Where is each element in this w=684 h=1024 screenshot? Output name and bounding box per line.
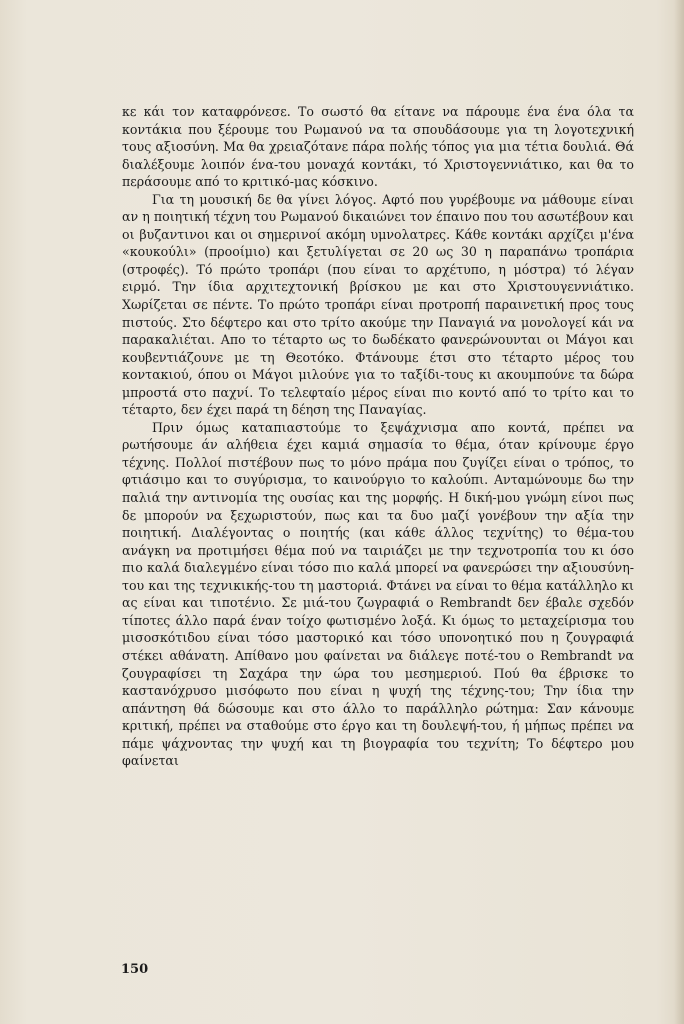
body-text xyxy=(122,103,634,770)
page-edge-shadow xyxy=(674,0,684,1024)
paragraph-3: Πριν όμως καταπιαστούμε το ξεψάχνισμα απο κοντά, πρέπει να ρωτήσουμε άν αλήθεια έχει καμιά σημασία το θέμα, όταν κρίνουμε έργο τέχνης. Πολλοί πιστέβουν πως το μόνο πράμα που ζυγίζει είναι ο τρόπος, το φτιάσιμο και το συγύρισμα, το καινούργιο το καλούπι. Ανταμώνουμε δω την παλιά την αντινομία της ουσίας και της μορφής. Η δική-μου γνώμη είνοι πως δε μπορούν να ξεχωριστούν, πως και τα δυο μαζί γονέβουν την αξία την ποιητική. Διαλέγοντας ο ποιητής (και κάθε άλλος τεχνίτης) το θέμα-του ανάγκη να προτιμήσει θέμα πού να ταιριάζει με την τεχνοτροπία του κι όσο πιο καλά διαλεγμένο είναι τόσο πιο καλά μπορεί να φανερώσει την αξιουσύνη-του και της τεχνικικής-του τη μαστοριά. Φτάνει να είναι το θέμα κατάλληλο κι ας είναι και τιποτένιο. Σε μιά-του ζωγραφιά ο Rembrandt δεν έβαλε σχεδόν τίποτες άλλο παρά έναν τοίχο φωτισμένο λοξά. Κι όμως το μεταχείρισμα του μισοσκότιδου είναι τόσο μαστορικό και τόσο υπονοητικό που η ζουγραφιά στέκει αθάνατη. Απίθανο μου φαίνεται να διάλεγε ποτέ-του ο Rembrandt να ζουγραφίσει τη Σαχάρα την ώρα του μεσημεριού. Πού θα έβρισκε το καστανόχρυσο μισόφωτο που είναι η ψυχή της τέχνης-του; Την ίδια την απάντηση θά δώσουμε και στο άλλο το παράλληλο ρώτημα: Σαν κάνουμε κριτική, πρέπει να σταθούμε στο έργο και τη δουλεψή-του, ή μήπως πρέπει να πάμε ψάχνοντας την ψυχή και τη βιογραφία του τεχνίτη; Το δέφτερο μου φαίνεται xyxy=(122,419,634,769)
page-number: 150 xyxy=(121,962,149,977)
paragraph-1: κε κάι τον καταφρόνεσε. Το σωστό θα είτανε να πάρουμε ένα ένα όλα τα κοντάκια που ξέρουμε του Ρωμανού να τα σπουδάσουμε για τη λογοτεχνική τους αξιοσύνη. Μα θα χρειαζότανε πάρα πολής τόπος για μια τέτια δουλιά. Θά διαλέξουμε λοιπόν ένα-του μοναχά κοντάκι, τό Χριστογεννιάτικο, και θα το περάσουμε από το κριτικό-μας κόσκινο. xyxy=(122,104,634,190)
paragraph-2: Για τη μουσική δε θα γίνει λόγος. Αφτό που γυρέβουμε να μάθουμε είναι αν η ποιητική τέχνη του Ρωμανού δικαιώνει τον έπαινο που του ασωτέβουν και οι βυζαντινοι και οι σημερινοί ακόμη υμνολατρες. Κάθε κοντάκι αρχίζει μ'ένα «κουκούλι» (προοίμιο) και ξετυλίγεται σε 20 ως 30 η παραπάνω τροπάρια (στροφές). Τό πρώτο τροπάρι (που είναι το αρχέτυπο, η μόστρα) τό λέγαν ειρμό. Την ίδια αρχιτεχτονική βρίσκου με και στο Χριστουγεννιάτικο. Χωρίζεται σε πέντε. Το πρώτο τροπάρι είναι προτροπή παραινετική προς τους πιστούς. Στο δέφτερο και στο τρίτο ακούμε την Παναγιά να μονολογεί κάι να παρακαλιέται. Απο το τέταρτο ως το δωδέκατο φανερώνουνται οι Μάγοι και κουβεντιάζουνε με τη Θεοτόκο. Φτάνουμε έτσι στο τέταρτο μέρος του κοντακιού, όπου οι Μάγοι μιλούνε για το ταξίδι-τους κι ακουμπούνε τα δώρα μπροστά στο παχνί. Το τελεφταίο μέρος είναι πιο κοντό από το τρίτο και το τέταρτο, δεν έχει παρά τη δέηση της Παναγίας. xyxy=(122,191,634,418)
